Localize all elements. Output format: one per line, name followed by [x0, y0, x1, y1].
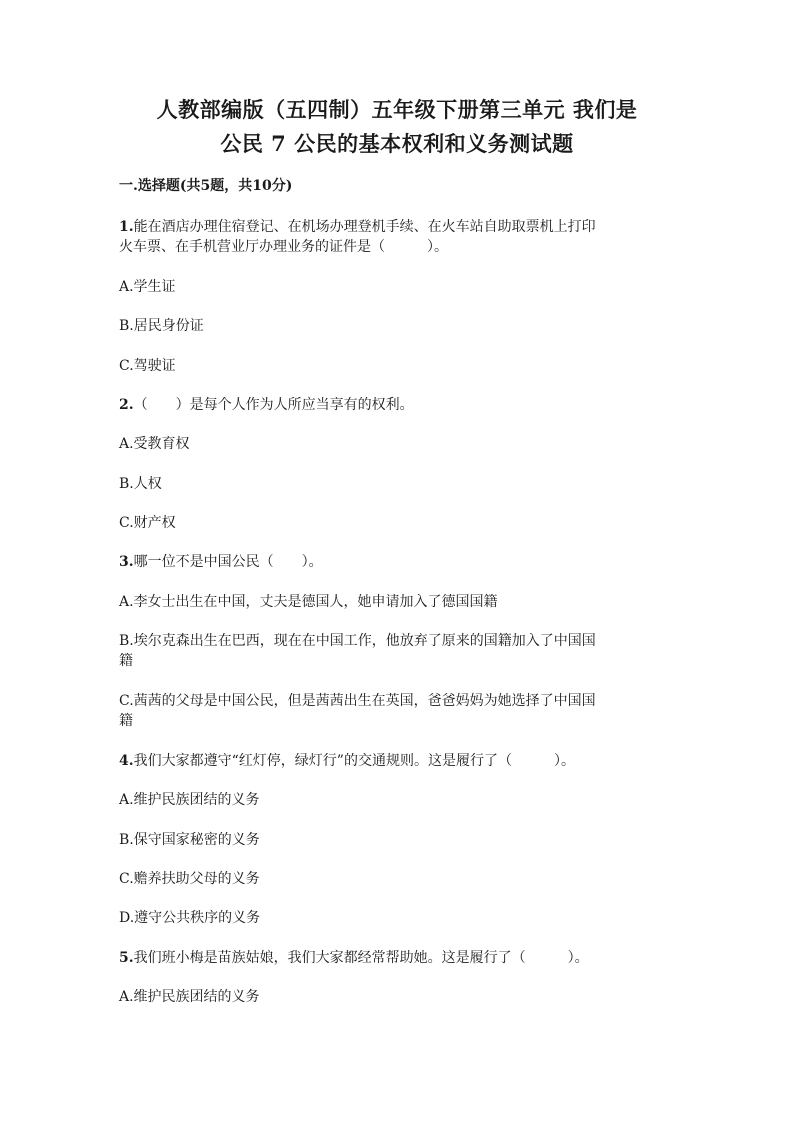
option-c: C.驾驶证 [119, 358, 176, 374]
section-heading: 一.选择题(共5题，共10分) [119, 178, 293, 194]
question-number: 5. [119, 950, 134, 966]
question-4 [119, 751, 679, 771]
option-c: C.赡养扶助父母的义务 [119, 871, 260, 887]
option-c: C.茜茜的父母是中国公民，但是茜茜出生在英国，爸爸妈妈为她选择了中国国 [119, 693, 596, 709]
question-number: 4. [119, 753, 134, 769]
question-text: 我们大家都遵守“红灯停，绿灯行”的交通规则。这是履行了（ ）。 [133, 753, 575, 769]
option-a: A.维护民族团结的义务 [119, 989, 260, 1005]
question-text: （ ）是每个人作为人所应当享有的权利。 [133, 397, 414, 413]
question-number: 2. [119, 397, 134, 413]
option-a: A.李女士出生在中国，丈夫是德国人，她申请加入了德国国籍 [119, 594, 498, 610]
option-b: B.埃尔克森出生在巴西，现在在中国工作，他放弃了原来的国籍加入了中国国 [119, 633, 596, 649]
question-5 [119, 948, 679, 968]
option-a: A.学生证 [119, 279, 176, 295]
page-title-line-2: 公民 7 公民的基本权利和义务测试题 [220, 131, 574, 156]
question-text: 我们班小梅是苗族姑娘，我们大家都经常帮助她。这是履行了（ ）。 [133, 950, 589, 966]
question-1-continued: 火车票、在手机营业厅办理业务的证件是（ ）。 [119, 239, 448, 255]
question-text: 哪一位不是中国公民（ ）。 [133, 554, 323, 570]
option-b: B.人权 [119, 476, 162, 492]
question-text: 能在酒店办理住宿登记、在机场办理登机手续、在火车站自助取票机上打印 [133, 219, 596, 235]
option-a: A.受教育权 [119, 436, 190, 452]
question-number: 3. [119, 554, 134, 570]
question-1 [119, 217, 679, 237]
option-b-continued: 籍 [119, 653, 133, 669]
option-c: C.财产权 [119, 515, 176, 531]
option-d: D.遵守公共秩序的义务 [119, 910, 261, 926]
question-2 [119, 395, 679, 415]
question-number: 1. [119, 219, 134, 235]
question-3 [119, 552, 679, 572]
option-c-continued: 籍 [119, 713, 133, 729]
page-title-line-1: 人教部编版（五四制）五年级下册第三单元 我们是 [156, 97, 638, 122]
option-b: B.居民身份证 [119, 318, 204, 334]
option-a: A.维护民族团结的义务 [119, 792, 260, 808]
option-b: B.保守国家秘密的义务 [119, 832, 260, 848]
